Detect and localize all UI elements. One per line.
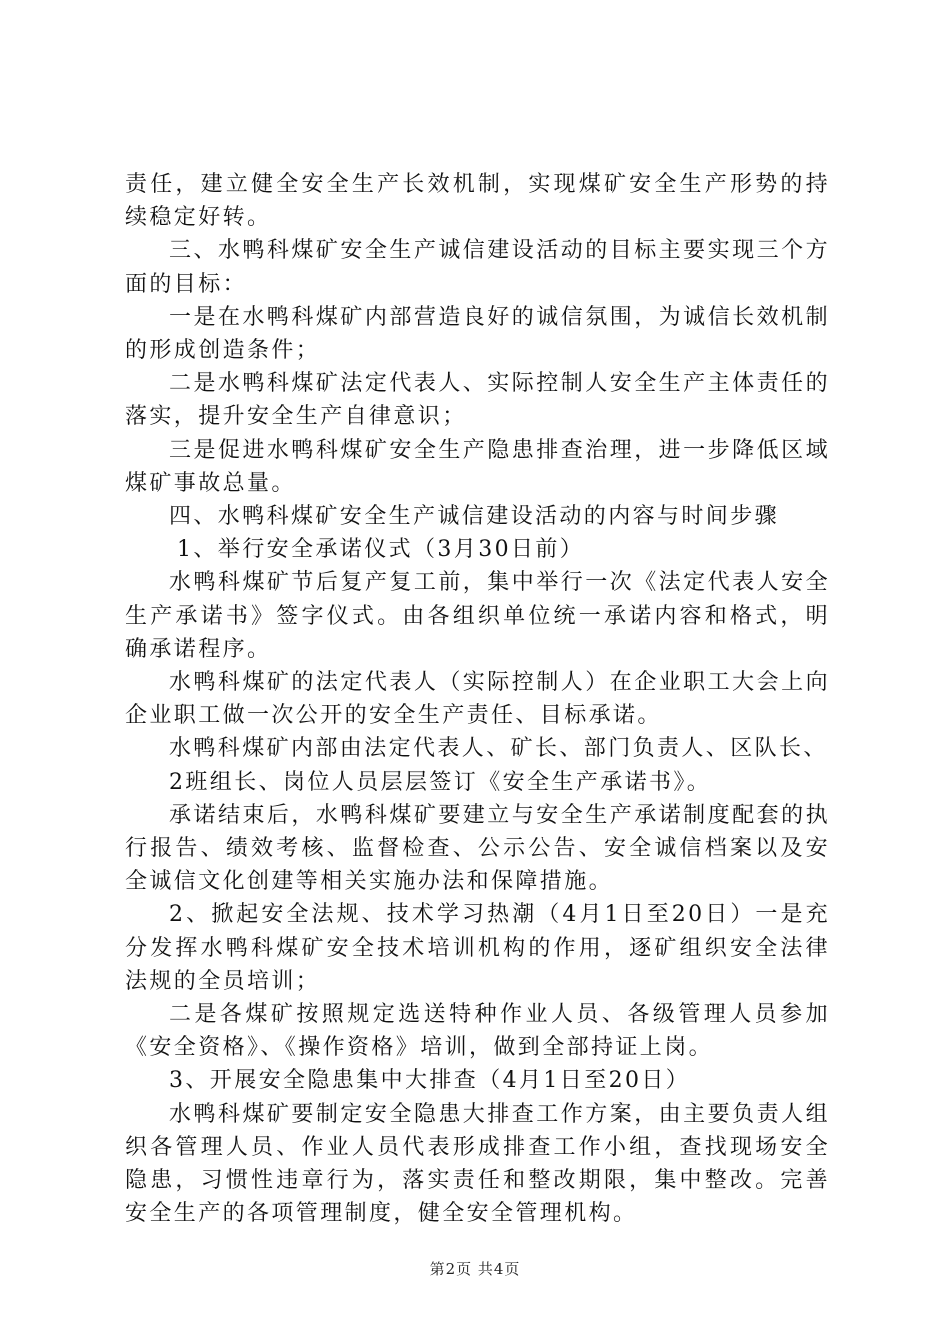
- paragraph-step-two: 2、掀起安全法规、技术学习热潮（4月1日至20日）一是充分发挥水鸭科煤矿安全技术培训机构的作用，逐矿组织安全法律法规的全员培训；: [125, 902, 830, 994]
- paragraph-step-three-body: 水鸭科煤矿要制定安全隐患大排查工作方案，由主要负责人组织各管理人员、作业人员代表形成排查工作小组，查找现场安全隐患，习惯性违章行为，落实责任和整改期限，集中整改。完善安全生产的各项管理制度，健全安全管理机构。: [125, 1101, 830, 1227]
- paragraph-section-three-heading: 三、水鸭科煤矿安全生产诚信建设活动的目标主要实现三个方面的目标：: [125, 238, 830, 297]
- paragraph-section-four-heading: 四、水鸭科煤矿安全生产诚信建设活动的内容与时间步骤: [169, 504, 780, 530]
- paragraph-step-two-body: 二是各煤矿按照规定选送特种作业人员、各级管理人员参加《安全资格》、《操作资格》培训，做到全部持证上岗。: [125, 1002, 830, 1061]
- document-body: [125, 168, 830, 1231]
- paragraph-step-one-body-c: 水鸭科煤矿内部由法定代表人、矿长、部门负责人、区队长、: [169, 736, 828, 762]
- paragraph-step-one-body-a: 水鸭科煤矿节后复产复工前，集中举行一次《法定代表人安全生产承诺书》签字仪式。由各组织单位统一承诺内容和格式，明确承诺程序。: [125, 570, 830, 662]
- paragraph-step-one-heading: 1、举行安全承诺仪式（3月30日前）: [177, 537, 585, 563]
- paragraph-goal-one: 一是在水鸭科煤矿内部营造良好的诚信氛围，为诚信长效机制的形成创造条件；: [125, 304, 830, 364]
- paragraph-goal-two: 二是水鸭科煤矿法定代表人、实际控制人安全生产主体责任的落实，提升安全生产自律意识；: [125, 371, 830, 430]
- paragraph-goal-three: 三是促进水鸭科煤矿安全生产隐患排查治理，进一步降低区域煤矿事故总量。: [125, 437, 830, 496]
- paragraph-step-three-heading: 3、开展安全隐患集中大排查（4月1日至20日）: [169, 1068, 691, 1094]
- paragraph-step-one-body-e: 承诺结束后，水鸭科煤矿要建立与安全生产承诺制度配套的执行报告、绩效考核、监督检查、公示公告、安全诚信档案以及安全诚信文化创建等相关实施办法和保障措施。: [125, 802, 830, 895]
- paragraph-step-one-body-b: 水鸭科煤矿的法定代表人（实际控制人）在企业职工大会上向企业职工做一次公开的安全生产责任、目标承诺。: [125, 670, 830, 729]
- paragraph-step-one-body-d: 2班组长、岗位人员层层签订《安全生产承诺书》。: [169, 769, 712, 795]
- page-number-footer: 第2页 共4页: [429, 1260, 521, 1278]
- paragraph-continuation: 责任，建立健全安全生产长效机制，实现煤矿安全生产形势的持续稳定好转。: [125, 172, 830, 231]
